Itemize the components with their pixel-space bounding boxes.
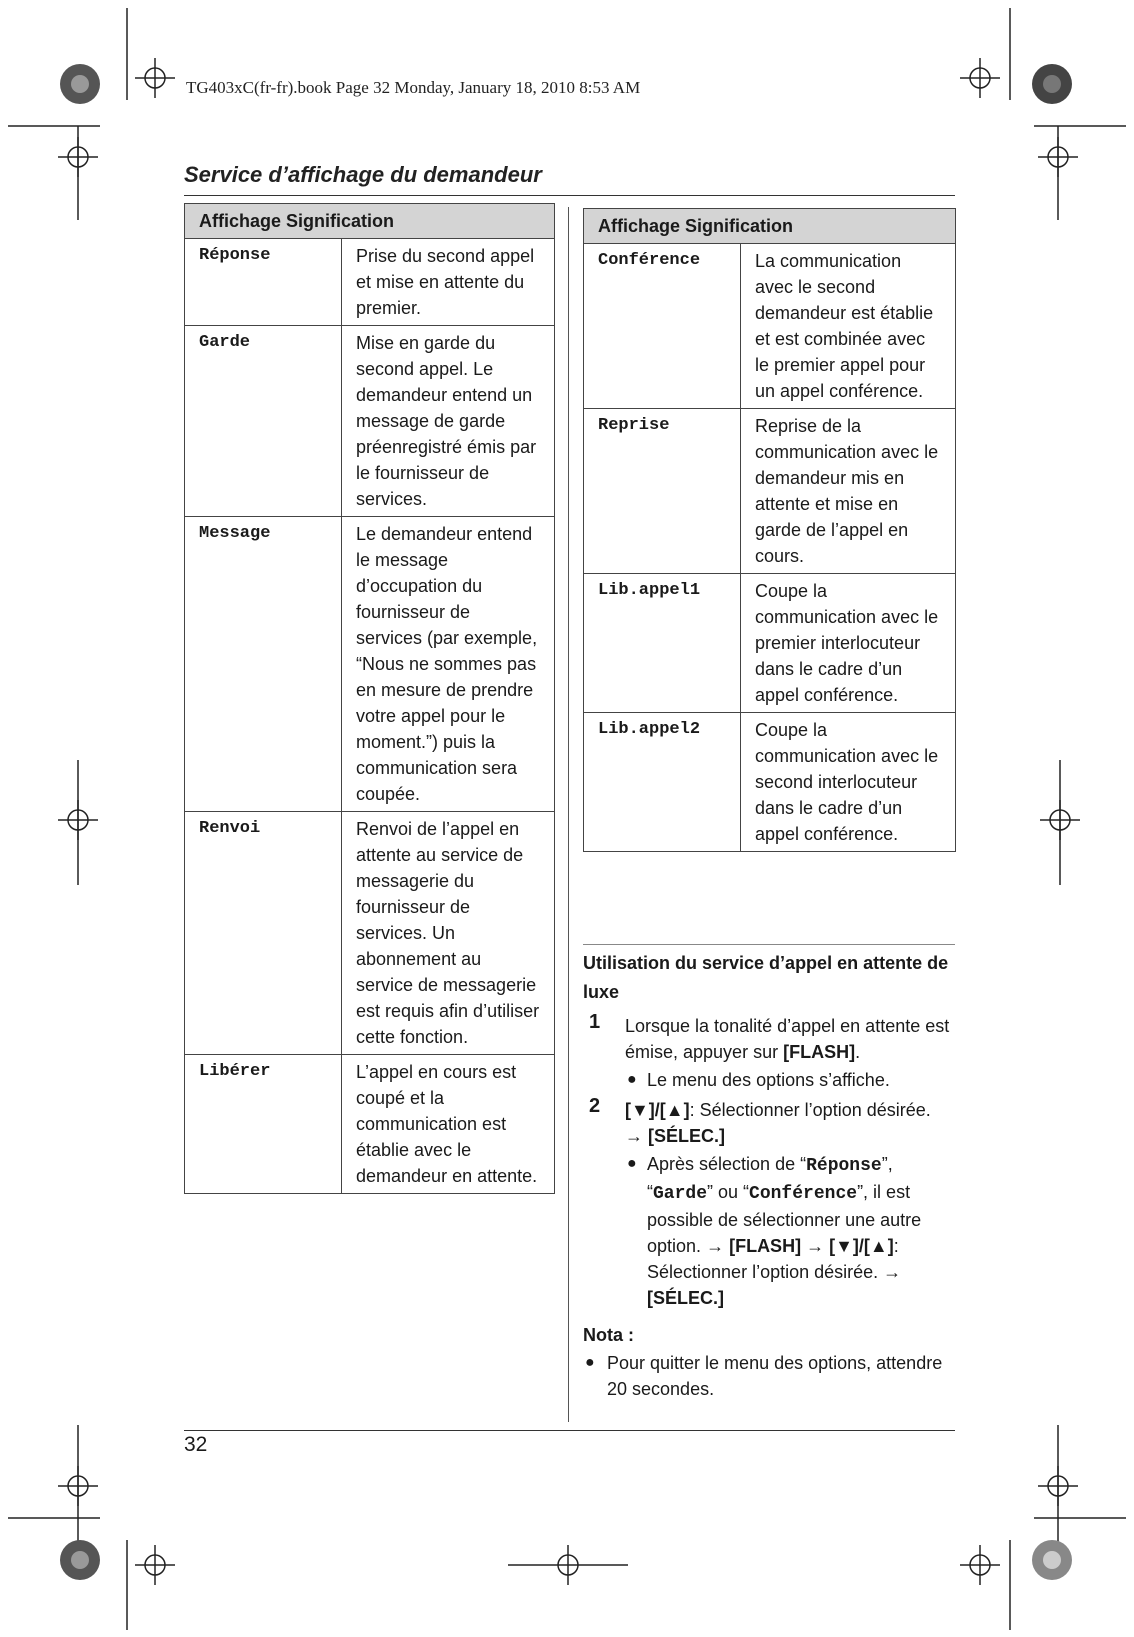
step-text: [625, 1013, 955, 1065]
display-key: Lib.appel1: [584, 574, 741, 713]
col-header-display: Affichage: [199, 210, 282, 231]
display-meaning: Le demandeur entend le message d’occupation du fournisseur de services (par exemple, “Nous ne sommes pas en mesure de prendre votre appel pour le moment.”) puis la communication sera coupée.: [342, 517, 555, 812]
step-number: 2: [589, 1095, 601, 1117]
bullet-text: Le menu des options s’affiche.: [647, 1070, 890, 1090]
display-meaning: La communication avec le second demandeur est établie et est combinée avec le premier appel pour un appel conférence.: [741, 244, 956, 409]
selec-key-label: [SÉLEC.]: [647, 1288, 725, 1308]
section-title: Service d’affichage du demandeur: [184, 162, 542, 187]
display-meaning: Mise en garde du second appel. Le demandeur entend un message de garde préenregistré émis par le fournisseur de services.: [342, 326, 555, 517]
arrow-keys-label: [▼]/[▲]: [829, 1236, 894, 1256]
display-key: Lib.appel2: [584, 713, 741, 852]
arrow-icon: →: [625, 1126, 643, 1146]
table-header-row: [584, 209, 956, 244]
usage-title: Utilisation du service d’appel en attente de luxe: [583, 953, 949, 1002]
step-number: 1: [589, 1011, 601, 1033]
step-2-text: : Sélectionner l’option désirée.: [689, 1100, 931, 1120]
option-conference: Conférence: [749, 1184, 858, 1204]
table-row: [584, 574, 956, 713]
table-row: [185, 239, 555, 326]
display-key: Message: [185, 517, 342, 812]
table-row: [584, 244, 956, 409]
flash-key-label: [FLASH]: [729, 1236, 802, 1256]
bullet-icon: ●: [627, 1071, 637, 1088]
display-key: Conférence: [584, 244, 741, 409]
table-header: [185, 204, 555, 239]
col-header-meaning: Signification: [286, 210, 395, 231]
print-header: TG403xC(fr-fr).book Page 32 Monday, January 18, 2010 8:53 AM: [186, 78, 641, 97]
step-2: [583, 1097, 955, 1311]
table-row: [185, 812, 555, 1055]
display-meaning: Reprise de la communication avec le demandeur mis en attente et mise en garde de l’appel en cours.: [741, 409, 956, 574]
arrow-icon: →: [706, 1236, 725, 1256]
bullet-icon: ●: [627, 1155, 637, 1172]
step-1-end: .: [855, 1042, 861, 1062]
table-row: [584, 409, 956, 574]
display-meaning: L’appel en cours est coupé et la communication est établie avec le demandeur en attente.: [342, 1055, 555, 1194]
usage-rule: [583, 944, 955, 945]
bullet-icon: ●: [585, 1354, 595, 1371]
note-title: Nota :: [583, 1325, 634, 1345]
note-bullet: [583, 1350, 955, 1402]
option-garde: Garde: [653, 1184, 708, 1204]
table-header-row: [185, 204, 555, 239]
display-key: Garde: [185, 326, 342, 517]
display-meaning: Prise du second appel et mise en attente du premier.: [342, 239, 555, 326]
col-header-display: Affichage: [598, 215, 681, 236]
step-1: [583, 1013, 955, 1093]
step-1-bullet: [625, 1067, 955, 1093]
note: [583, 1321, 955, 1402]
footer-rule: [184, 1430, 955, 1431]
arrow-icon: →: [806, 1236, 825, 1256]
column-divider: [568, 207, 569, 1422]
display-meaning: Renvoi de l’appel en attente au service de messagerie du fournisseur de services. Un abonnement au service de messagerie est requis afin d’utiliser cette fonction.: [342, 812, 555, 1055]
table-row: [185, 517, 555, 812]
display-meaning: Coupe la communication avec le premier interlocuteur dans le cadre d’un appel conférence.: [741, 574, 956, 713]
note-text: Pour quitter le menu des options, attendre 20 secondes.: [607, 1353, 943, 1399]
table-header: [584, 209, 956, 244]
display-table-left: [184, 203, 555, 1194]
title-rule: [184, 195, 955, 196]
display-key: Reprise: [584, 409, 741, 574]
arrow-keys-label: [▼]/[▲]: [625, 1100, 690, 1120]
col-header-meaning: Signification: [685, 215, 794, 236]
table-row: [584, 713, 956, 852]
display-key: Libérer: [185, 1055, 342, 1194]
step-text: [625, 1097, 955, 1149]
arrow-icon: →: [883, 1262, 902, 1282]
page-number: 32: [184, 1433, 208, 1456]
display-key: Renvoi: [185, 812, 342, 1055]
display-key: Réponse: [185, 239, 342, 326]
selec-key-label: [SÉLEC.]: [648, 1126, 726, 1146]
display-meaning: Coupe la communication avec le second interlocuteur dans le cadre d’un appel conférence.: [741, 713, 956, 852]
table-row: [185, 1055, 555, 1194]
display-table-right: [583, 208, 956, 852]
table-row: [185, 326, 555, 517]
usage-section: [583, 949, 955, 1402]
flash-key-label: [FLASH]: [783, 1042, 856, 1062]
step-2-bullet: ● Après sélection de “Réponse”, “Garde” ou “Conférence”, il est possible de sélectionner une autre option. → [FLASH] → [▼]/[▲]: Sélectionner l’option désirée. → [SÉLEC.]: [625, 1151, 955, 1311]
step-1-text: Lorsque la tonalité d’appel en attente est émise, appuyer sur: [625, 1016, 950, 1062]
option-reponse: Réponse: [806, 1156, 882, 1176]
